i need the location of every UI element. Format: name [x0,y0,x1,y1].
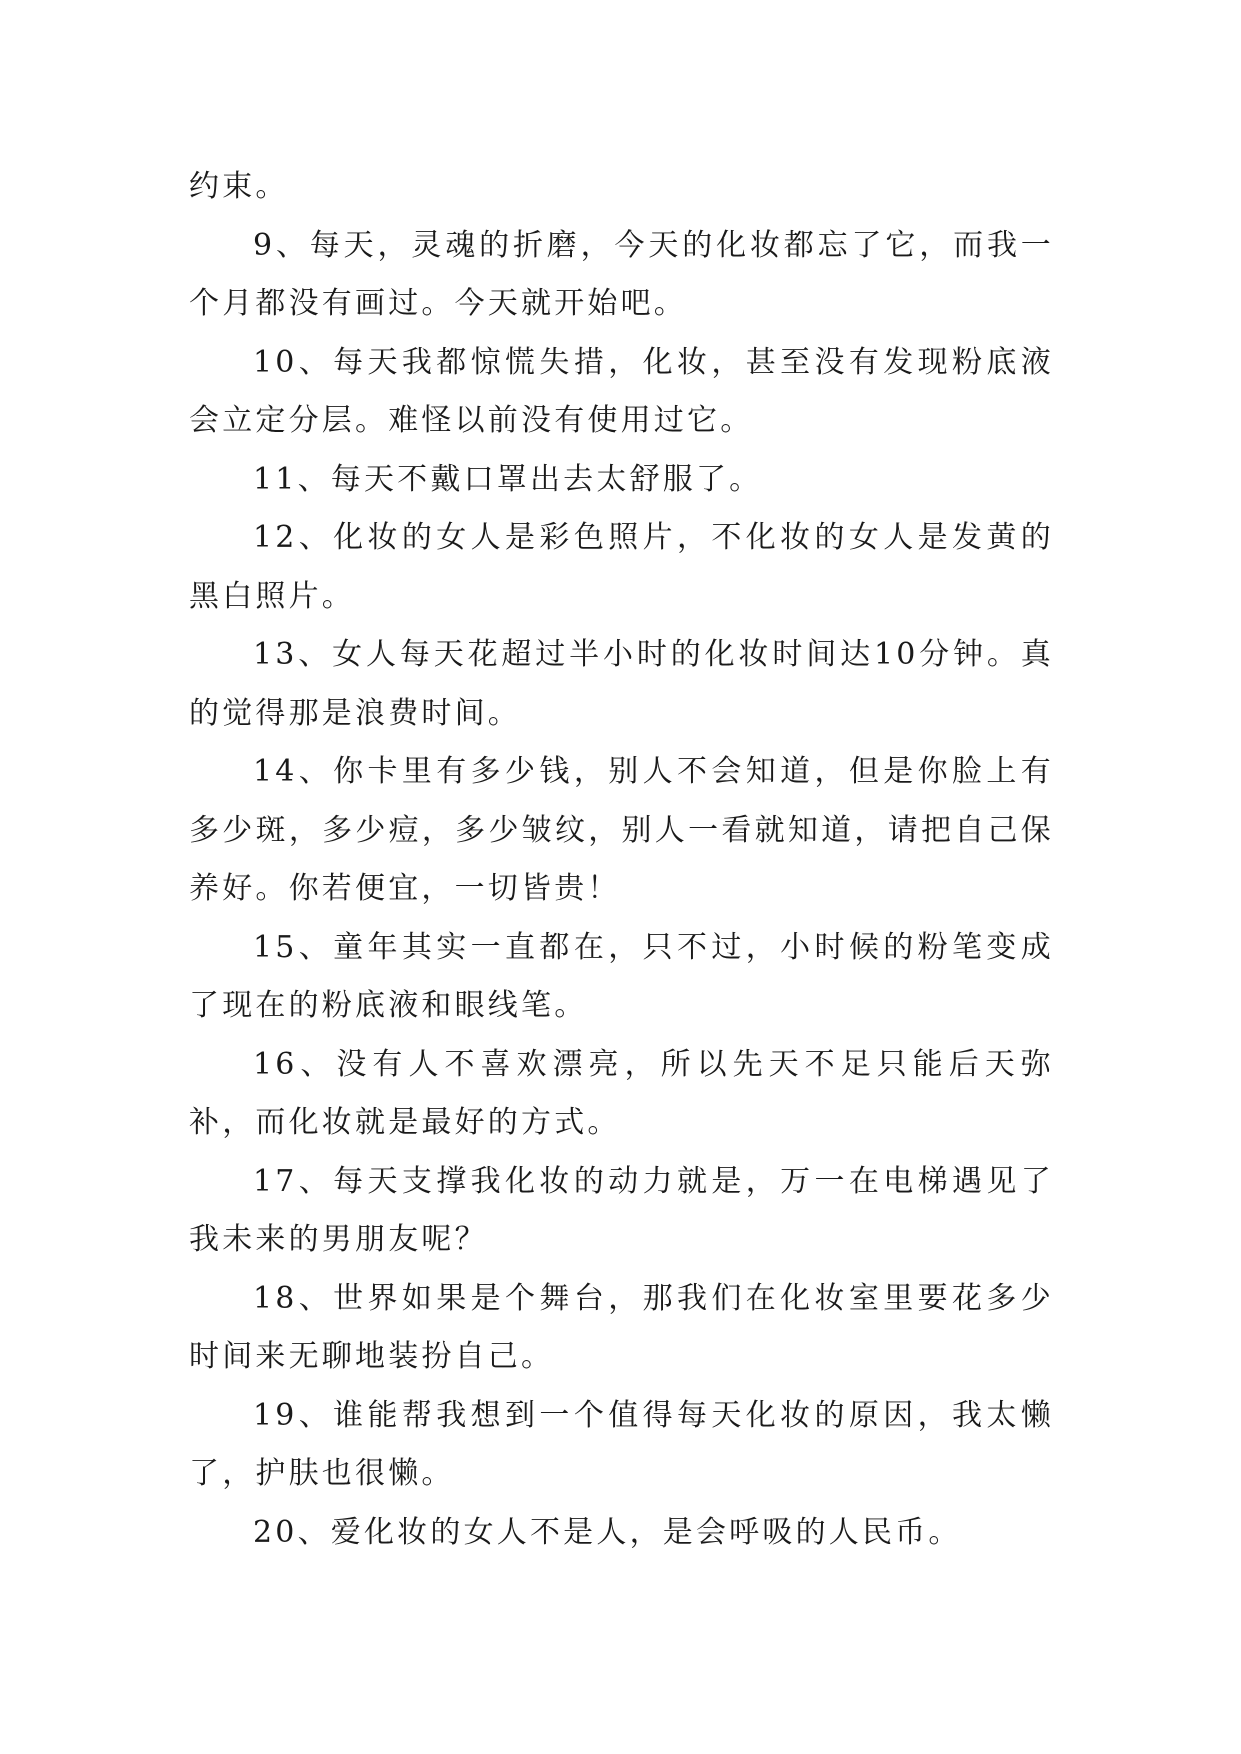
document-body [189,158,1054,1562]
paragraph-item-11: 11、每天不戴口罩出去太舒服了。 [253,461,763,497]
paragraph-item-9: 9、每天，灵魂的折磨，今天的化妆都忘了它，而我一个月都没有画过。今天就开始吧。 [189,227,1054,321]
paragraph-item-18: 18、世界如果是个舞台，那我们在化妆室里要花多少时间来无聊地装扮自己。 [189,1280,1054,1374]
paragraph-item-16: 16、没有人不喜欢漂亮，所以先天不足只能后天弥补，而化妆就是最好的方式。 [189,1046,1054,1140]
paragraph-item-14: 14、你卡里有多少钱，别人不会知道，但是你脸上有多少斑，多少痘，多少皱纹，别人一看就知道，请把自己保养好。你若便宜，一切皆贵！ [189,754,1054,906]
paragraph-item-12: 12、化妆的女人是彩色照片，不化妆的女人是发黄的黑白照片。 [189,520,1054,614]
paragraph-item-17: 17、每天支撑我化妆的动力就是，万一在电梯遇见了我未来的男朋友呢？ [189,1163,1054,1257]
paragraph-item-13: 13、女人每天花超过半小时的化妆时间达10分钟。真的觉得那是浪费时间。 [189,637,1054,731]
paragraph-item-15: 15、童年其实一直都在，只不过，小时候的粉笔变成了现在的粉底液和眼线笔。 [189,929,1054,1023]
paragraph-item-10: 10、每天我都惊慌失措，化妆，甚至没有发现粉底液会立定分层。难怪以前没有使用过它。 [189,344,1054,438]
paragraph-item-20: 20、爱化妆的女人不是人，是会呼吸的人民币。 [253,1514,962,1550]
paragraph-item-19: 19、谁能帮我想到一个值得每天化妆的原因，我太懒了，护肤也很懒。 [189,1397,1054,1491]
paragraph-continuation: 约束。 [189,169,289,204]
